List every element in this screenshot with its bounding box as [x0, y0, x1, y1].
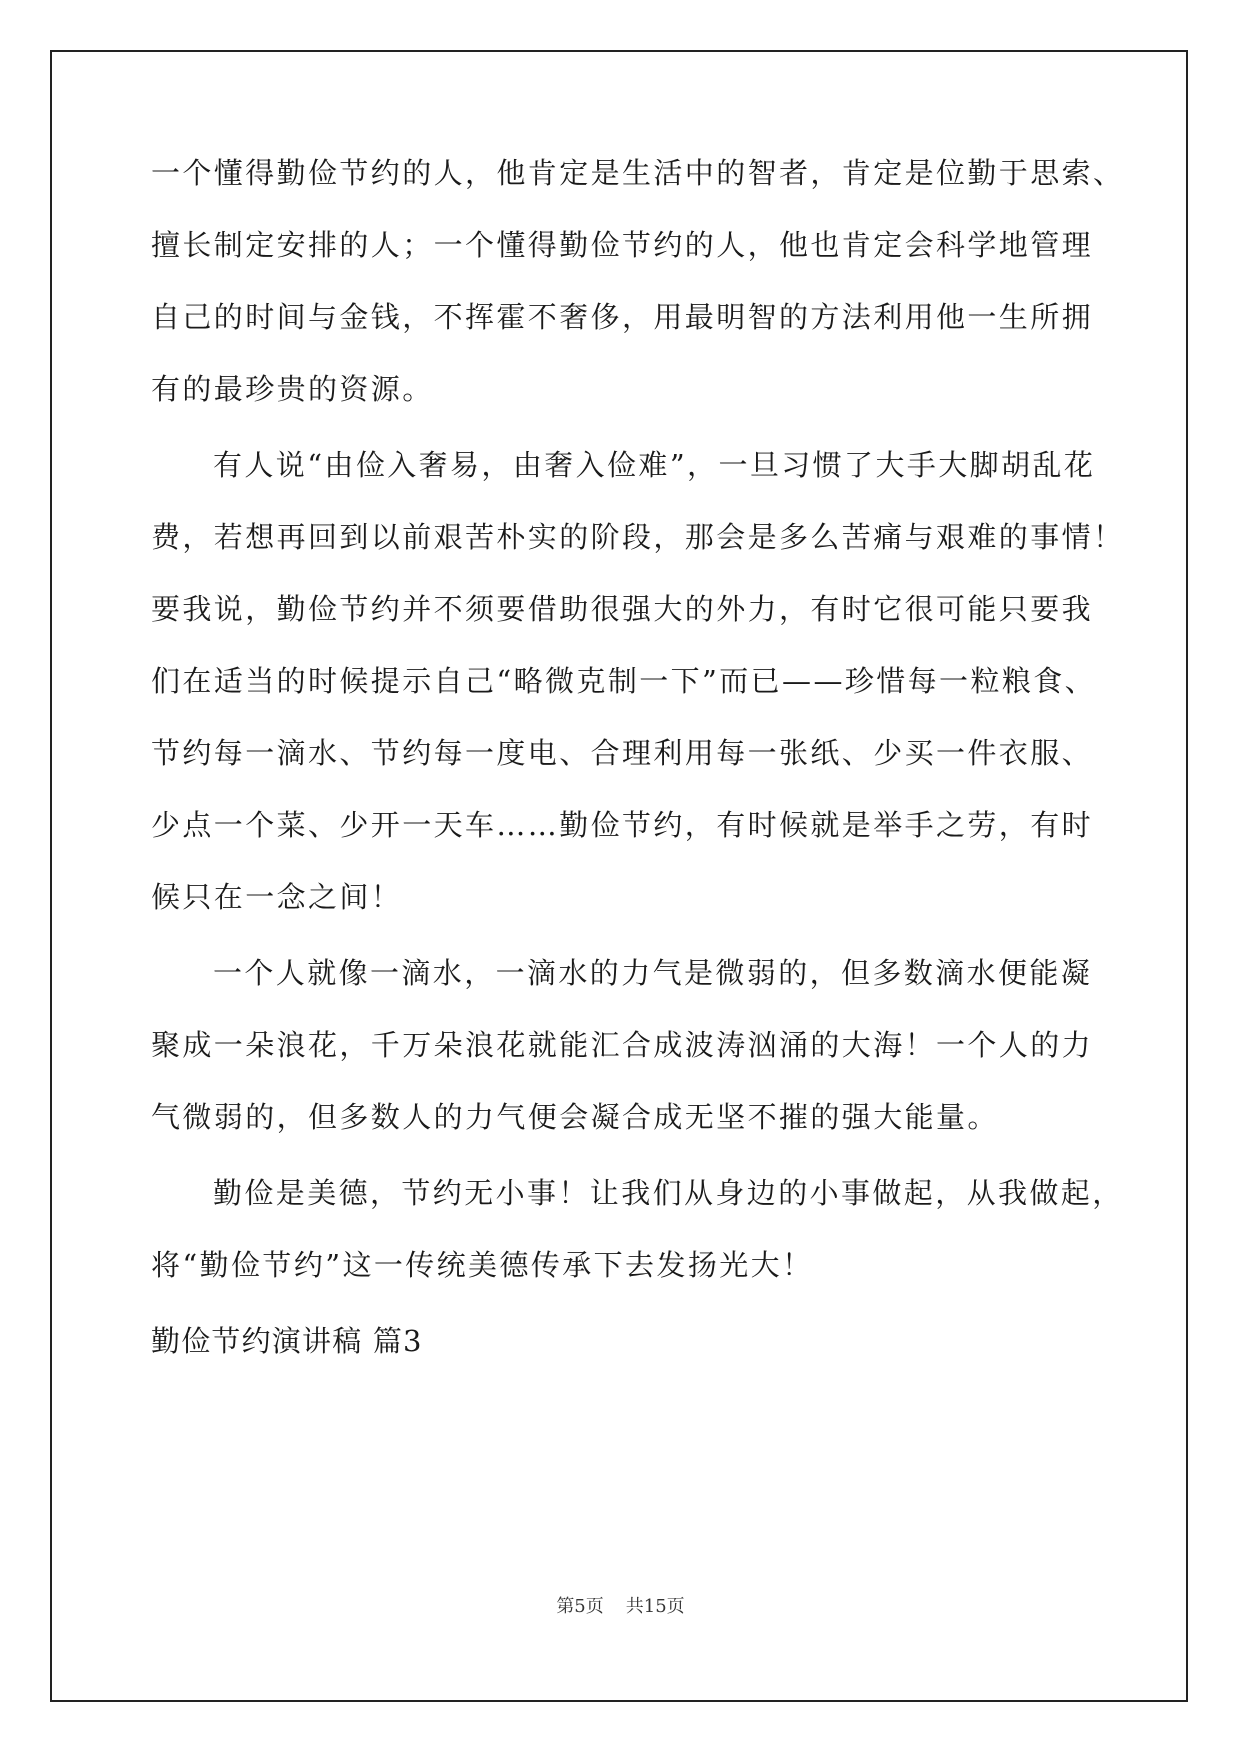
paragraph-line: 一个人就像一滴水，一滴水的力气是微弱的，但多数滴水便能凝 [213, 956, 1093, 990]
paragraph-line: 一个懂得勤俭节约的人，他肯定是生活中的智者，肯定是位勤于思索、 [151, 156, 1125, 190]
paragraph-line: 候只在一念之间！ [151, 880, 403, 914]
paragraph-line: 节约每一滴水、节约每一度电、合理利用每一张纸、少买一件衣服、 [151, 736, 1094, 770]
paragraph-line: 有的最珍贵的资源。 [151, 372, 434, 406]
paragraph-line: 擅长制定安排的人；一个懂得勤俭节约的人，他也肯定会科学地管理 [151, 228, 1094, 262]
paragraph-line: 将“勤俭节约”这一传统美德传承下去发扬光大！ [151, 1248, 814, 1282]
paragraph-line: 要我说，勤俭节约并不须要借助很强大的外力，有时它很可能只要我 [151, 592, 1094, 626]
page-total: 共15页 [625, 1596, 685, 1617]
paragraph-line: 费，若想再回到以前艰苦朴实的阶段，那会是多么苦痛与艰难的事情！ [151, 520, 1125, 554]
paragraph-line: 少点一个菜、少开一天车……勤俭节约，有时候就是举手之劳，有时 [151, 808, 1094, 842]
paragraph-line: 聚成一朵浪花，千万朵浪花就能汇合成波涛汹涌的大海！一个人的力 [151, 1028, 1094, 1062]
paragraph-line: 气微弱的，但多数人的力气便会凝合成无坚不摧的强大能量。 [151, 1100, 999, 1134]
paragraph-line: 自己的时间与金钱，不挥霍不奢侈，用最明智的方法利用他一生所拥 [151, 300, 1094, 334]
page-number: 第5页 [556, 1596, 604, 1617]
page-footer [0, 1596, 1241, 1618]
section-heading: 勤俭节约演讲稿 篇3 [151, 1324, 423, 1358]
page-border [50, 50, 1188, 1702]
paragraph-line: 有人说“由俭入奢易，由奢入俭难”，一旦习惯了大手大脚胡乱花 [213, 448, 1096, 482]
paragraph-line: 们在适当的时候提示自己“略微克制一下”而已——珍惜每一粒粮食、 [151, 664, 1097, 698]
paragraph-line: 勤俭是美德，节约无小事！让我们从身边的小事做起，从我做起， [213, 1176, 1124, 1210]
